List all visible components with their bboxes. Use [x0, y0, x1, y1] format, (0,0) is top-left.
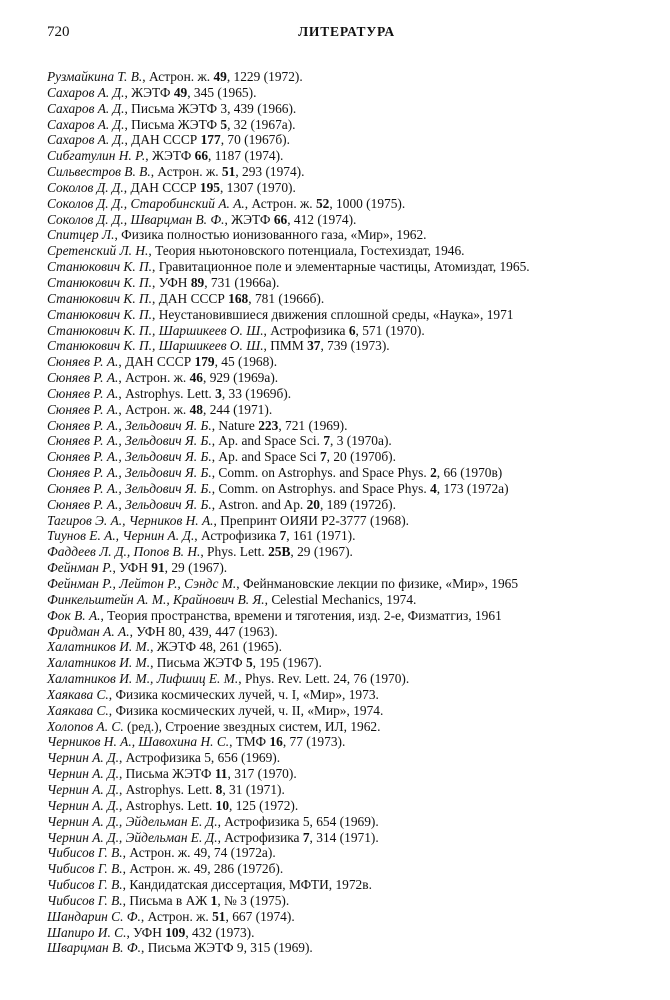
reference-details: , 739 (1973). [320, 338, 390, 354]
reference-source: , Nature [211, 417, 259, 433]
page-number: 720 [47, 24, 70, 40]
reference-entry [47, 782, 659, 798]
reference-details: , 929 (1969а). [203, 370, 279, 386]
reference-source: , Астрон. ж. [118, 401, 190, 417]
reference-authors: Соколов Д. Д. [47, 179, 124, 195]
reference-source: , Ap. and Space Sci. [211, 433, 324, 449]
reference-entry [47, 845, 659, 861]
reference-entry [47, 85, 659, 101]
reference-authors: Соколов Д. Д., Шварцман В. Ф. [47, 211, 225, 227]
reference-authors: Хаякава С. [47, 686, 109, 702]
reference-entry [47, 323, 659, 339]
reference-authors: Чернин А. Д., Эйдельман Е. Д. [47, 813, 218, 829]
reference-authors: Станюкович К. П. [47, 274, 153, 290]
reference-volume: 179 [194, 354, 215, 370]
reference-authors: Чернин А. Д. [47, 766, 119, 782]
reference-entry [47, 370, 659, 386]
reference-authors: Сюняев Р. А., Зельдович Я. Б. [47, 449, 212, 465]
reference-entry [47, 338, 659, 354]
reference-entry [47, 291, 659, 307]
reference-volume: 46 [189, 370, 203, 386]
reference-entry [47, 275, 659, 291]
reference-details: , 432 (1973). [185, 924, 255, 940]
reference-details: , 20 (1970б). [326, 449, 396, 465]
reference-source: , Астрофизика 5, 656 (1969). [118, 750, 281, 766]
reference-entry [47, 307, 659, 323]
reference-source: , Астрон. ж. 49, 286 (1972б). [122, 861, 284, 877]
reference-source: , Письма ЖЭТФ 9, 315 (1969). [141, 940, 313, 956]
reference-authors: Чибисов Г. В. [47, 845, 123, 861]
reference-entry [47, 830, 659, 846]
reference-entry [47, 861, 659, 877]
reference-details: , 345 (1965). [187, 84, 257, 100]
reference-volume: 168 [228, 290, 249, 306]
reference-volume: 7 [302, 829, 310, 845]
reference-volume: 3 [215, 385, 222, 401]
reference-authors: Хаякава С. [47, 702, 109, 718]
reference-details: , 1229 (1972). [226, 69, 303, 84]
reference-volume: 16 [269, 734, 283, 750]
reference-details: , 3 (1970а). [330, 433, 392, 449]
reference-volume: 5 [220, 116, 228, 132]
reference-details: , 412 (1974). [287, 211, 357, 227]
reference-entry [47, 69, 659, 85]
reference-details: , 195 (1967). [252, 655, 322, 671]
reference-source: , ПММ [263, 338, 308, 354]
reference-authors: Сахаров А. Д. [47, 100, 125, 116]
reference-volume: 5 [245, 655, 253, 671]
reference-source: , ЖЭТФ 48, 261 (1965). [150, 639, 282, 655]
reference-details: , 721 (1969). [278, 417, 348, 433]
reference-volume: 4 [430, 480, 437, 496]
reference-entry [47, 117, 659, 133]
reference-entry [47, 196, 659, 212]
reference-authors: Халатников И. М. [47, 655, 151, 671]
reference-details: , 781 (1966б). [248, 290, 325, 306]
reference-details: , 667 (1974). [225, 908, 295, 924]
reference-authors: Станюкович К. П. [47, 306, 153, 322]
reference-source: , Астрон. ж. [142, 69, 214, 84]
reference-entry [47, 212, 659, 228]
reference-authors: Тагиров Э. А., Черников Н. А. [47, 512, 214, 528]
reference-details: , 29 (1967). [290, 544, 353, 560]
reference-details: , 1307 (1970). [219, 179, 296, 195]
reference-entry [47, 560, 659, 576]
reference-volume: 2 [430, 465, 437, 481]
reference-source: (ред.), Строение звездных систем, ИЛ, 1962. [123, 718, 381, 734]
reference-source: , ЖЭТФ [224, 211, 274, 227]
reference-entry [47, 719, 659, 735]
reference-authors: Чернин А. Д. [47, 750, 119, 766]
reference-entry [47, 418, 659, 434]
reference-authors: Сюняев Р. А. [47, 385, 119, 401]
reference-entry [47, 497, 659, 513]
reference-entry [47, 639, 659, 655]
reference-volume: 20 [306, 496, 320, 512]
reference-details: , 77 (1973). [282, 734, 346, 750]
reference-source: , Гравитационное поле и элементарные частицы, Атомиздат, 1965. [152, 259, 530, 275]
reference-volume: 7 [323, 433, 331, 449]
reference-entry [47, 180, 659, 196]
reference-source: , Celestial Mechanics, 1974. [264, 591, 417, 607]
reference-entry [47, 766, 659, 782]
reference-authors: Чибисов Г. В. [47, 861, 123, 877]
reference-authors: Сюняев Р. А. [47, 401, 119, 417]
reference-authors: Фридман А. А. [47, 623, 130, 639]
reference-authors: Сахаров А. Д. [47, 84, 125, 100]
reference-volume: 49 [213, 69, 227, 84]
reference-details: , 66 (1970в) [436, 465, 503, 481]
reference-authors: Фейнман Р., Лейтон Р., Сэндс М. [47, 576, 237, 591]
reference-authors: Халатников И. М. [47, 639, 151, 655]
reference-source: , Comm. on Astrophys. and Space Phys. [211, 465, 431, 481]
reference-authors: Сретенский Л. Н. [47, 243, 149, 259]
reference-entry [47, 608, 659, 624]
reference-details: , 1187 (1974). [208, 148, 284, 164]
reference-entry [47, 592, 659, 608]
reference-source: , Кандидатская диссертация, МФТИ, 1972в. [122, 877, 372, 893]
reference-source: , Письма ЖЭТФ [150, 655, 246, 671]
reference-details: , 731 (1966а). [204, 274, 280, 290]
reference-authors: Холопов А. С. [47, 718, 124, 734]
reference-volume: 177 [200, 132, 221, 148]
reference-source: , Phys. Lett. [200, 544, 269, 560]
reference-source: , ДАН СССР [124, 132, 201, 148]
reference-entry [47, 513, 659, 529]
reference-authors: Шварцман В. Ф. [47, 940, 141, 956]
reference-details: , 125 (1972). [229, 797, 299, 813]
reference-details: , 32 (1967а). [227, 116, 296, 132]
reference-source: , Астрофизика [194, 528, 280, 544]
reference-entry [47, 148, 659, 164]
reference-volume: 6 [348, 322, 356, 338]
reference-details: , № 3 (1975). [217, 892, 290, 908]
reference-entry [47, 528, 659, 544]
reference-authors: Фок В. А. [47, 607, 101, 623]
reference-authors: Соколов Д. Д., Старобинский А. А. [47, 195, 245, 211]
reference-authors: Фаддеев Л. Д., Попов В. Н. [47, 544, 201, 560]
reference-source: , УФН [126, 924, 166, 940]
reference-authors: Шапиро И. С. [47, 924, 127, 940]
reference-source: , Астрофизика [217, 829, 303, 845]
reference-authors: Фейнман Р. [47, 560, 113, 576]
reference-source: , Неустановившиеся движения сплошной среды, «Наука», 1971 [152, 306, 514, 322]
reference-authors: Сюняев Р. А., Зельдович Я. Б. [47, 417, 212, 433]
reference-source: , Астрон. ж. [140, 908, 213, 924]
reference-source: , Астрон. ж. [118, 370, 190, 386]
reference-source: , Письма ЖЭТФ [124, 116, 221, 132]
reference-details: , 571 (1970). [355, 322, 425, 338]
reference-authors: Спитцер Л. [47, 227, 115, 243]
reference-volume: 51 [212, 908, 226, 924]
reference-authors: Сюняев Р. А. [47, 354, 119, 370]
reference-entry [47, 655, 659, 671]
reference-source: , Астрон. ж. [150, 164, 222, 180]
reference-source: , ЖЭТФ [145, 148, 195, 164]
reference-entry [47, 354, 659, 370]
reference-volume: 25B [268, 544, 291, 560]
reference-authors: Станюкович К. П., Шаршикеев О. Ш. [47, 322, 264, 338]
reference-entry [47, 259, 659, 275]
reference-authors: Сюняев Р. А., Зельдович Я. Б. [47, 480, 212, 496]
reference-volume: 7 [279, 528, 287, 544]
reference-volume: 11 [214, 766, 228, 782]
reference-source: , Физика полностью ионизованного газа, «Мир», 1962. [114, 227, 427, 243]
reference-authors: Финкельштейн А. М., Крайнович В. Я. [47, 591, 265, 607]
reference-details: , 161 (1971). [286, 528, 356, 544]
reference-source: , ТМФ [229, 734, 270, 750]
reference-authors: Станюкович К. П. [47, 290, 153, 306]
reference-entry [47, 798, 659, 814]
reference-source: , Физика космических лучей, ч. I, «Мир», 1973. [108, 686, 379, 702]
reference-details: , 317 (1970). [227, 766, 297, 782]
reference-source: , Астрон. ж. [244, 195, 316, 211]
reference-entry [47, 814, 659, 830]
reference-source: , ДАН СССР [123, 179, 200, 195]
reference-authors: Черников Н. А., Шавохина Н. С. [47, 734, 230, 750]
reference-authors: Сахаров А. Д. [47, 132, 125, 148]
reference-entry [47, 164, 659, 180]
reference-volume: 7 [319, 449, 327, 465]
reference-authors: Сюняев Р. А., Зельдович Я. Б. [47, 496, 212, 512]
reference-volume: 8 [215, 781, 223, 797]
reference-source: , Астрофизика [263, 322, 349, 338]
reference-details: , 1000 (1975). [329, 195, 406, 211]
reference-volume: 48 [189, 401, 203, 417]
running-title: ЛИТЕРАТУРА [298, 24, 395, 39]
reference-source: , ЖЭТФ [124, 84, 174, 100]
reference-authors: Шандарин С. Ф. [47, 908, 141, 924]
reference-source: , Письма ЖЭТФ [118, 766, 215, 782]
reference-source: , Astron. and Ap. [211, 496, 307, 512]
reference-list [47, 69, 659, 956]
reference-entry [47, 925, 659, 941]
reference-source: , УФН 80, 439, 447 (1963). [129, 623, 278, 639]
reference-volume: 1 [210, 892, 218, 908]
reference-authors: Рузмайкина Т. В. [47, 69, 143, 84]
reference-details: , 314 (1971). [309, 829, 379, 845]
reference-details: , 33 (1969б). [221, 385, 292, 401]
reference-authors: Чибисов Г. В. [47, 892, 123, 908]
reference-details: , 31 (1971). [222, 781, 285, 797]
reference-authors: Сибгатулин Н. Р. [47, 148, 146, 164]
reference-volume: 52 [315, 195, 330, 211]
reference-entry [47, 877, 659, 893]
reference-entry [47, 909, 659, 925]
reference-source: , Фейнмановские лекции по физике, «Мир», 1965 [236, 576, 519, 591]
reference-details: , 189 (1972б). [319, 496, 396, 512]
reference-volume: 37 [307, 338, 321, 354]
reference-source: , Теория пространства, времени и тяготения, изд. 2-е, Физматгиз, 1961 [100, 607, 502, 623]
reference-entry [47, 243, 659, 259]
reference-source: , Astrophys. Lett. [118, 781, 216, 797]
reference-entry [47, 402, 659, 418]
reference-details: , 70 (1967б). [220, 132, 290, 148]
reference-volume: 10 [215, 797, 230, 813]
reference-source: , УФН [112, 560, 152, 576]
reference-source: , ДАН СССР [152, 290, 229, 306]
reference-entry [47, 132, 659, 148]
reference-authors: Станюкович К. П., Шаршикеев О. Ш. [47, 338, 264, 354]
reference-volume: 195 [199, 179, 220, 195]
reference-details: , 45 (1968). [214, 354, 278, 370]
reference-entry [47, 481, 659, 497]
reference-authors: Чибисов Г. В. [47, 877, 123, 893]
reference-entry [47, 465, 659, 481]
reference-entry [47, 750, 659, 766]
reference-entry [47, 433, 659, 449]
reference-source: , Астрофизика 5, 654 (1969). [217, 813, 379, 829]
reference-source: , Физика космических лучей, ч. II, «Мир», 1974. [108, 702, 384, 718]
reference-entry [47, 893, 659, 909]
reference-source: , Comm. on Astrophys. and Space Phys. [211, 480, 431, 496]
reference-authors: Чернин А. Д. [47, 797, 119, 813]
reference-entry [47, 940, 659, 956]
reference-source: , Astrophys. Lett. [118, 797, 216, 813]
reference-entry [47, 386, 659, 402]
reference-source: , УФН [152, 274, 191, 290]
reference-entry [47, 101, 659, 117]
reference-source: , Письма в АЖ [122, 892, 211, 908]
reference-source: , Astrophys. Lett. [118, 385, 216, 401]
reference-entry [47, 687, 659, 703]
reference-source: , Phys. Rev. Lett. 24, 76 (1970). [238, 671, 410, 687]
reference-source: , Письма ЖЭТФ 3, 439 (1966). [124, 100, 297, 116]
reference-source: , Теория ньютоновского потенциала, Гостехиздат, 1946. [148, 243, 465, 259]
reference-source: , Астрон. ж. 49, 74 (1972а). [122, 845, 276, 861]
reference-source: , ДАН СССР [118, 354, 195, 370]
reference-volume: 66 [273, 211, 288, 227]
reference-entry [47, 703, 659, 719]
reference-authors: Станюкович К. П. [47, 259, 153, 275]
reference-source: , Препринт ОИЯИ Р2-3777 (1968). [213, 512, 409, 528]
reference-entry [47, 671, 659, 687]
reference-authors: Сахаров А. Д. [47, 116, 125, 132]
reference-details: , 29 (1967). [164, 560, 228, 576]
reference-details: , 293 (1974). [235, 164, 305, 180]
reference-details: , 244 (1971). [203, 401, 273, 417]
reference-entry [47, 449, 659, 465]
reference-details: , 173 (1972а) [436, 480, 509, 496]
reference-authors: Сильвестров В. В. [47, 164, 151, 180]
reference-authors: Халатников И. М., Лифшиц Е. М. [47, 671, 239, 687]
reference-source: , Ap. and Space Sci [211, 449, 320, 465]
reference-entry [47, 576, 659, 592]
page-header [47, 24, 646, 44]
reference-entry [47, 544, 659, 560]
reference-volume: 89 [190, 274, 205, 290]
reference-authors: Чернин А. Д. [47, 781, 119, 797]
reference-volume: 49 [173, 84, 188, 100]
reference-authors: Сюняев Р. А., Зельдович Я. Б. [47, 465, 212, 481]
reference-authors: Сюняев Р. А. [47, 370, 119, 386]
reference-authors: Тиунов Е. А., Чернин А. Д. [47, 528, 195, 544]
reference-volume: 66 [194, 148, 209, 164]
reference-entry [47, 227, 659, 243]
reference-volume: 109 [165, 924, 186, 940]
reference-volume: 51 [221, 164, 236, 180]
reference-authors: Сюняев Р. А., Зельдович Я. Б. [47, 433, 212, 449]
reference-entry [47, 734, 659, 750]
reference-volume: 91 [151, 560, 165, 576]
reference-entry [47, 624, 659, 640]
reference-authors: Чернин А. Д., Эйдельман Е. Д. [47, 829, 218, 845]
reference-volume: 223 [258, 417, 279, 433]
